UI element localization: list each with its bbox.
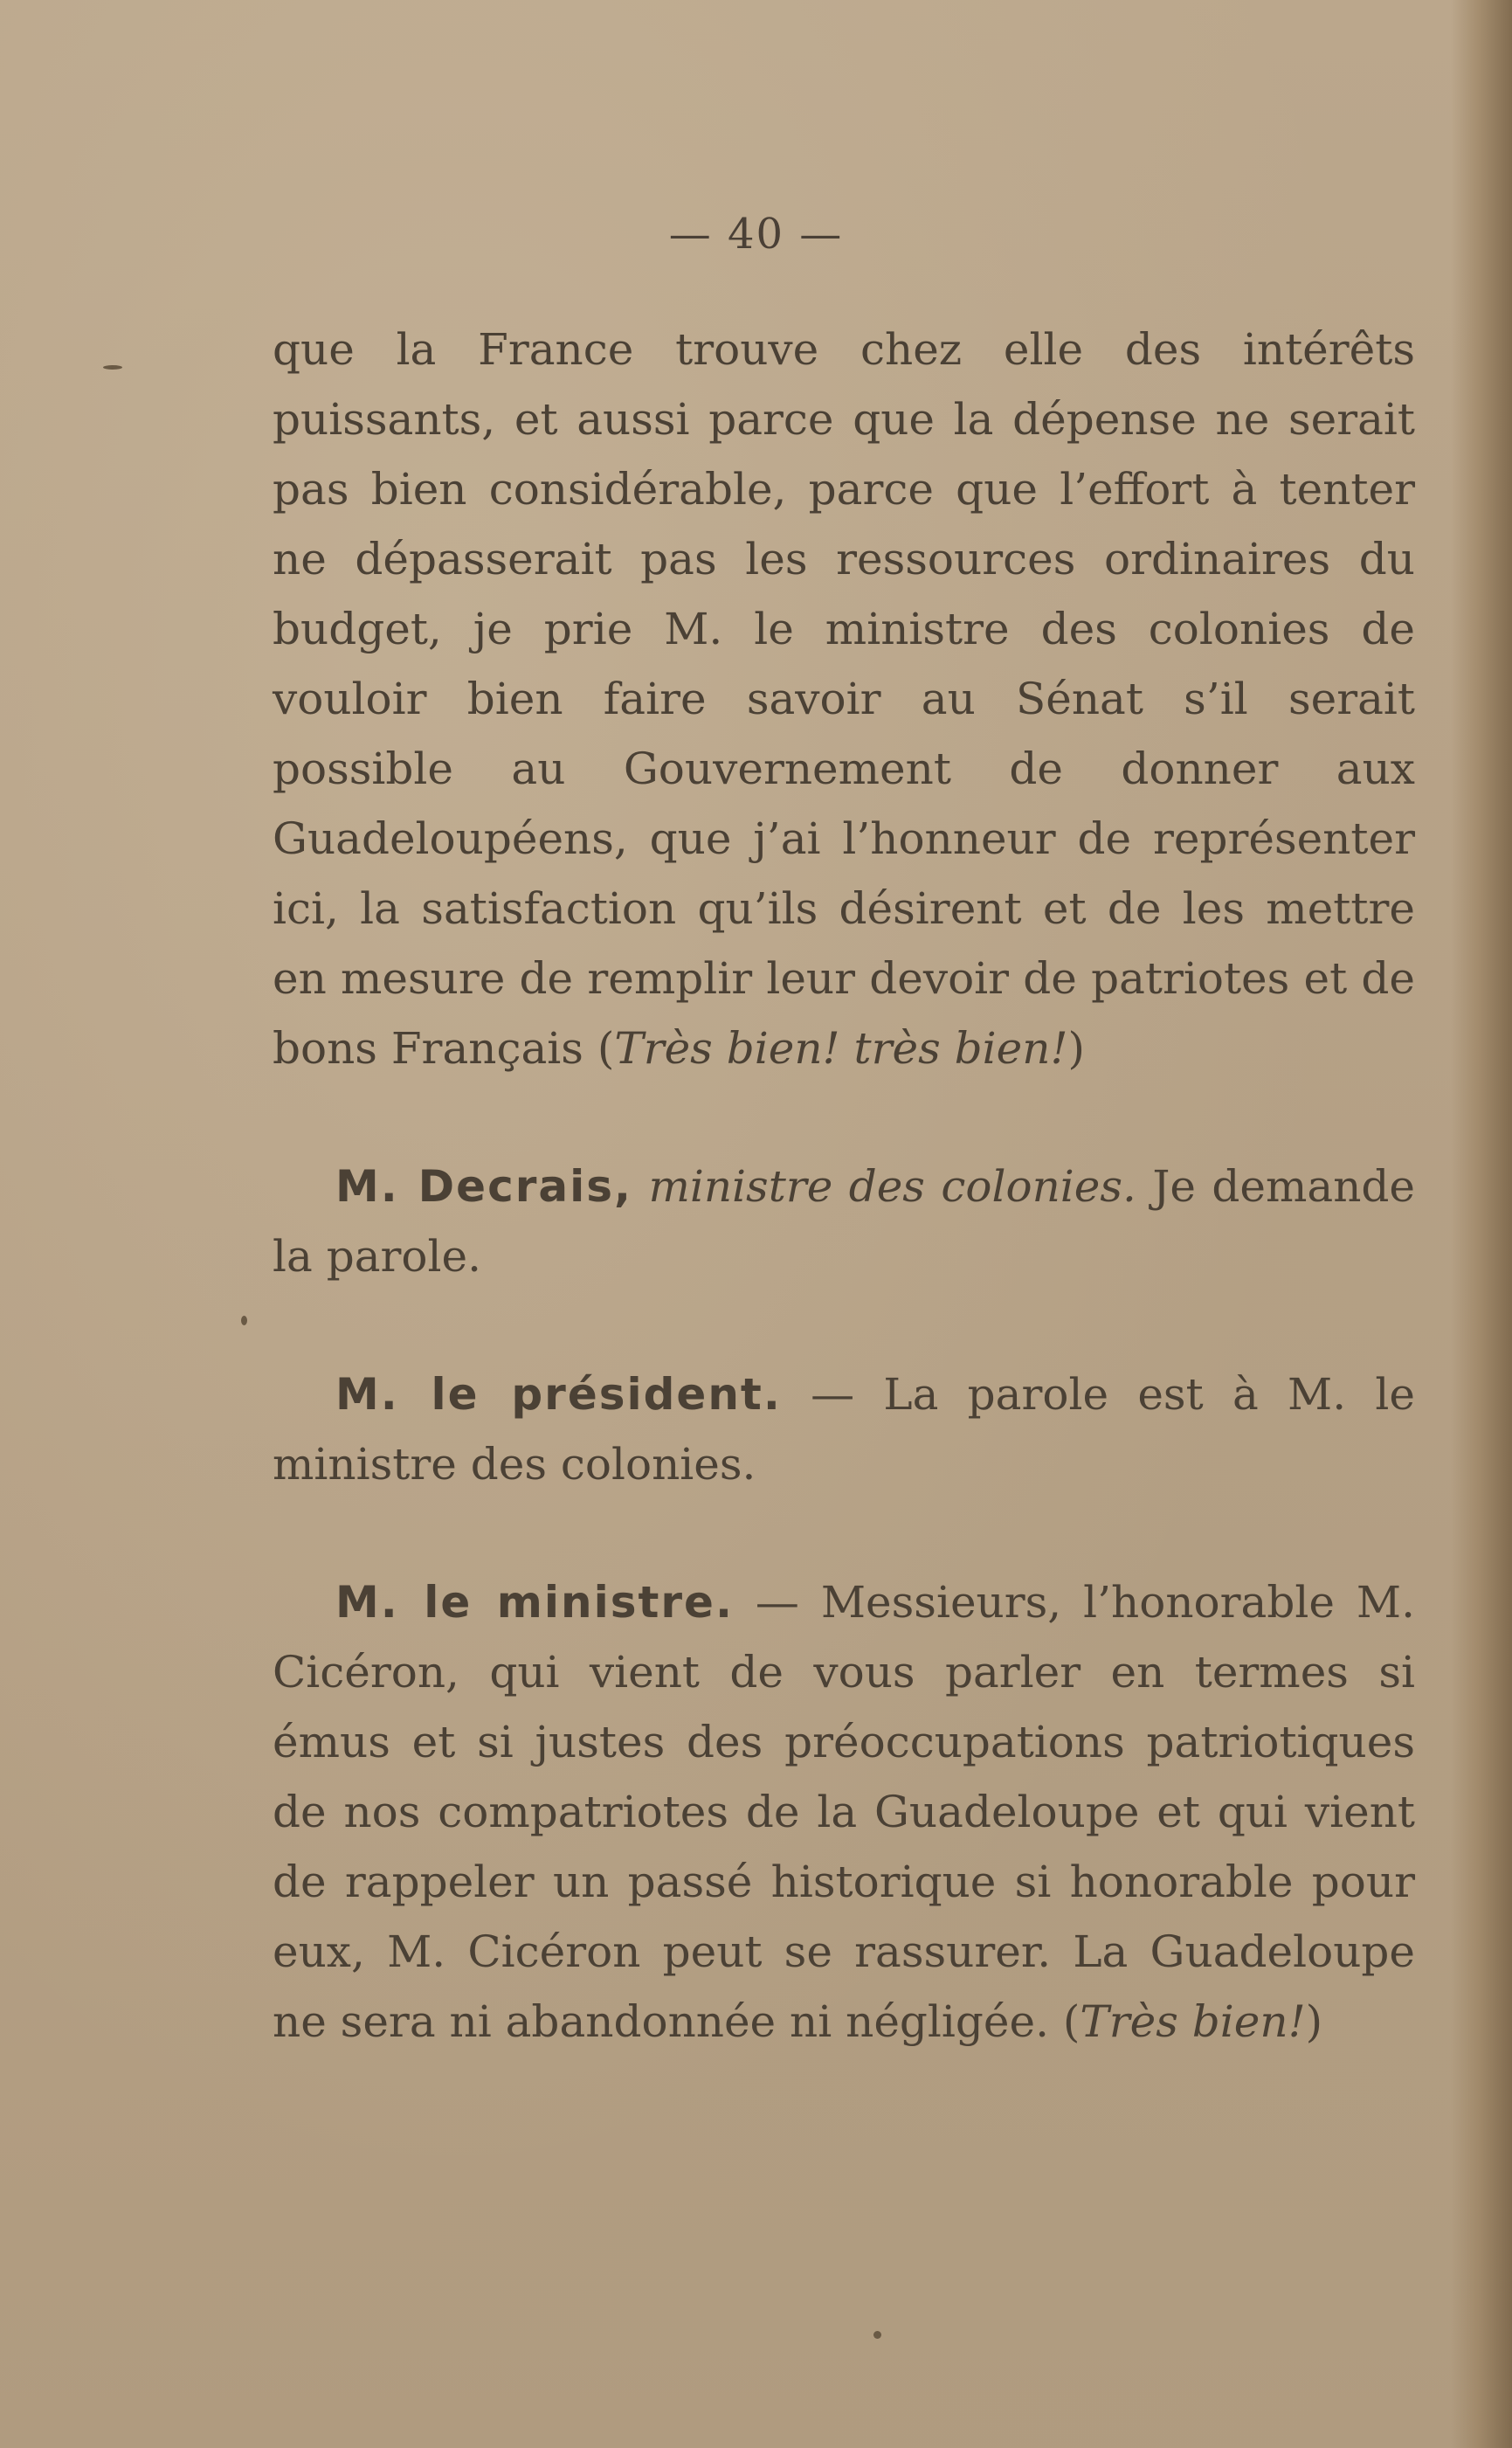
paragraph-decrais bbox=[273, 1151, 1415, 1291]
text-body bbox=[273, 315, 1415, 2057]
ink-speck bbox=[103, 365, 122, 370]
page-number: — 40 — bbox=[668, 210, 844, 259]
paragraph-gap bbox=[273, 1499, 1415, 1567]
page-edge-shadow bbox=[1451, 0, 1512, 2448]
closing-parenthesis: ) bbox=[1067, 1023, 1086, 1074]
paragraph-text: — Messieurs, l’honorable M. Cicéron, qui vient de vous parler en termes si émus et si justes des préoccupations patriotiques de nos compatriotes de la Guadeloupe et qui vient de rappeler un passé historique si honorable pour eux, M. Cicéron peut se rassurer. La Guadeloupe ne sera ni abandonnée ni négligée. ( bbox=[273, 1577, 1415, 2047]
paragraph-ministre bbox=[273, 1567, 1415, 2057]
paragraph-text: — La parole est à M. le ministre des colonies. bbox=[273, 1369, 1415, 1490]
paragraph-president bbox=[273, 1359, 1415, 1499]
speaker-role: ministre des colonies. bbox=[648, 1161, 1136, 1212]
speaker-name: M. le président. bbox=[335, 1369, 782, 1420]
applause-note: Très bien! très bien! bbox=[614, 1023, 1068, 1074]
ink-speck bbox=[241, 1316, 247, 1325]
speaker-name: M. le ministre. bbox=[335, 1577, 734, 1628]
speaker-name: M. Decrais, bbox=[335, 1161, 633, 1212]
applause-note: Très bien! bbox=[1080, 1996, 1306, 2047]
paragraph-text: Je demande la parole. bbox=[273, 1161, 1415, 1282]
paragraph-gap bbox=[273, 1083, 1415, 1151]
paragraph-text: que la France trouve chez elle des intérêts puissants, et aussi parce que la dépense ne serait pas bien considérable, parce que l’effort à tenter ne dépasserait pas les ressources ordinaires du budget, je prie M. le ministre des colonies de vouloir bien faire savoir au Sénat s’il serait possible au Gouvernement de donner aux Guadeloupéens, que j’ai l’honneur de représenter ici, la satisfaction qu’ils désirent et de les mettre en mesure de remplir leur devoir de patriotes et de bons Français ( bbox=[273, 324, 1415, 1074]
paragraph-ciceron-request bbox=[273, 315, 1415, 1083]
ink-speck bbox=[873, 2331, 881, 2339]
paragraph-gap bbox=[273, 1291, 1415, 1359]
closing-parenthesis: ) bbox=[1305, 1996, 1323, 2047]
